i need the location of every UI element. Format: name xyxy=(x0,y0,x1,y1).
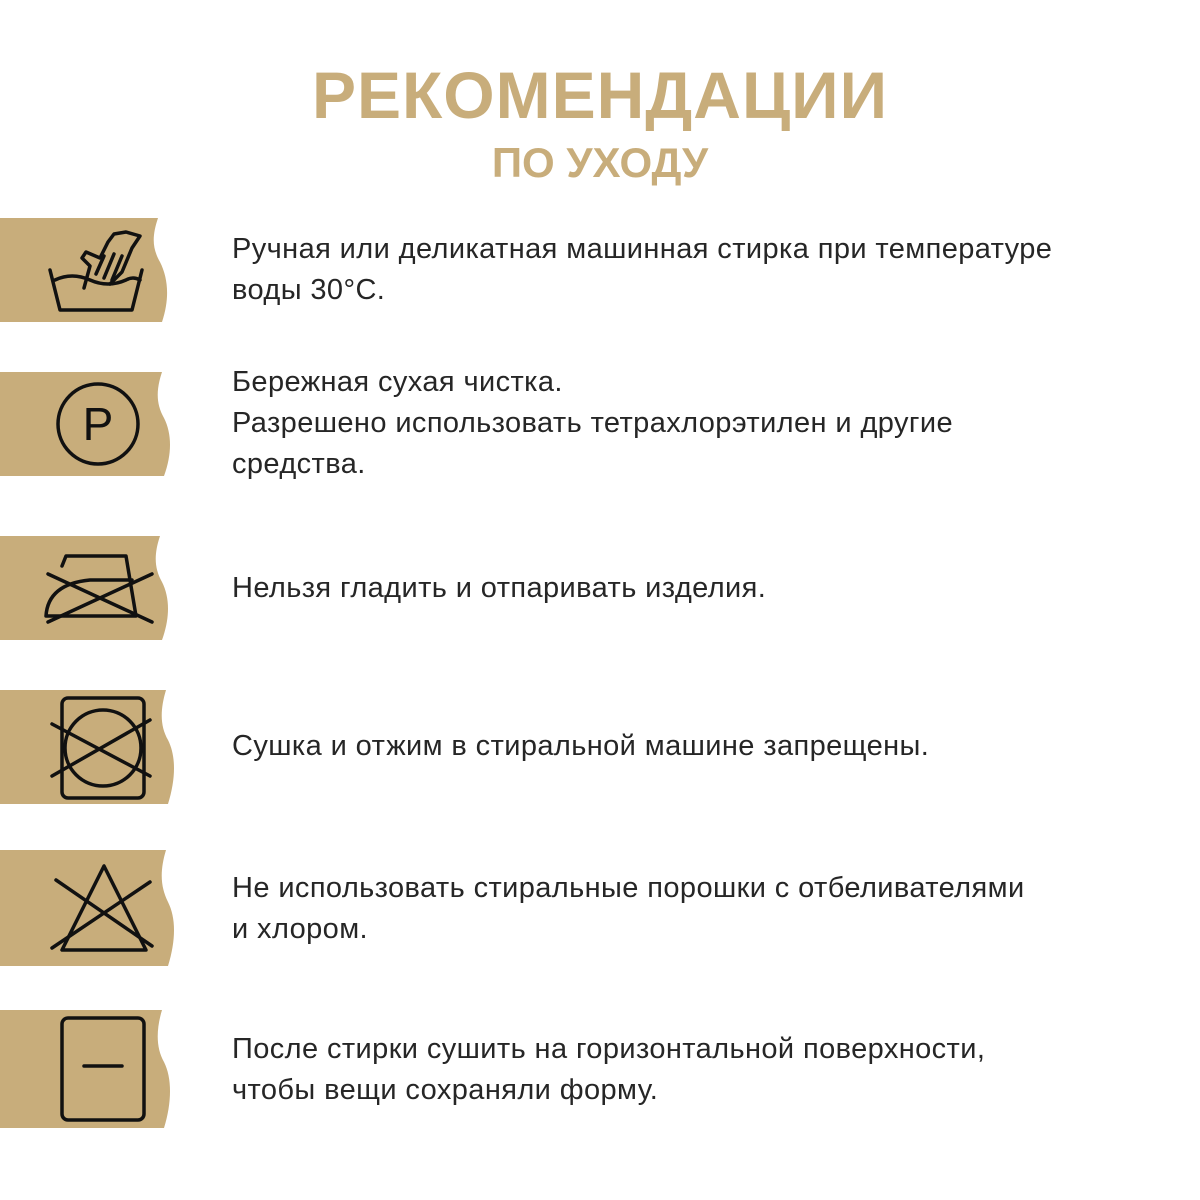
care-item-dry-flat xyxy=(0,1010,1200,1128)
item-text-line: чтобы вещи сохраняли форму. xyxy=(232,1074,659,1106)
care-item-no-bleach xyxy=(0,850,1200,966)
item-text-line: Разрешено использовать тетрахлорэтилен и другие xyxy=(232,407,953,439)
page-title: РЕКОМЕНДАЦИИ xyxy=(311,58,889,132)
care-item-no-tumble-dry xyxy=(0,690,1200,804)
item-text-line: средства. xyxy=(232,448,366,480)
icon-tab xyxy=(0,1010,180,1128)
item-text-line: Бережная сухая чистка. xyxy=(232,366,563,398)
care-item-no-iron xyxy=(0,536,1200,640)
icon-tab xyxy=(0,850,180,966)
icon-tab xyxy=(0,536,180,640)
icon-tab xyxy=(0,690,180,804)
item-text-line: После стирки сушить на горизонтальной поверхности, xyxy=(232,1033,986,1065)
item-text-line: и хлором. xyxy=(232,913,368,945)
care-item-dry-clean xyxy=(0,366,1200,480)
item-text-line: Нельзя гладить и отпаривать изделия. xyxy=(232,572,767,604)
item-text-line: Ручная или деликатная машинная стирка при температуре xyxy=(232,233,1053,265)
page-subtitle: ПО УХОДУ xyxy=(491,139,709,186)
item-text-line: Сушка и отжим в стиральной машине запрещены. xyxy=(232,730,930,762)
dry-clean-letter: P xyxy=(82,398,114,450)
item-text-line: воды 30°C. xyxy=(232,274,386,306)
icon-tab xyxy=(0,372,180,476)
care-item-hand-wash xyxy=(0,218,1200,322)
item-text-line: Не использовать стиральные порошки с отбеливателями xyxy=(232,872,1025,904)
icon-tab xyxy=(0,218,180,322)
